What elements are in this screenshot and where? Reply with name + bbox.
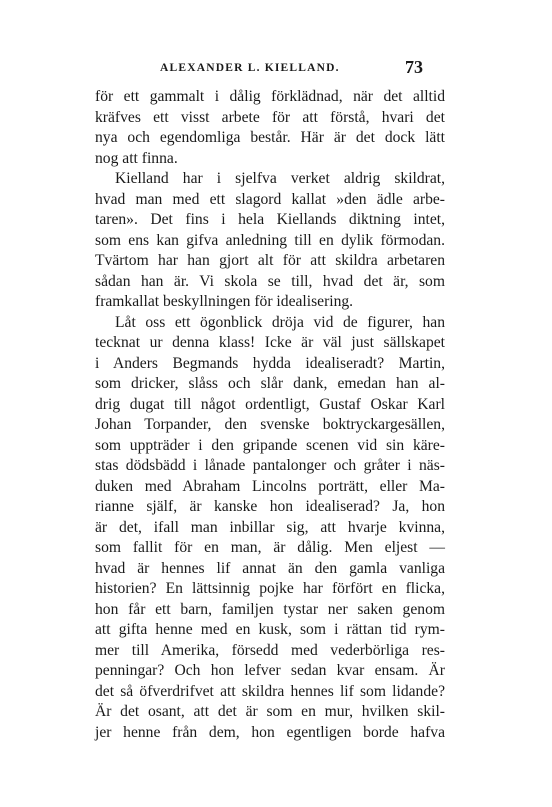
running-head: ALEXANDER L. KIELLAND. xyxy=(160,62,340,74)
text-line: som uppträder i den gripande scenen vid sin käre- xyxy=(95,436,445,454)
text-line: nya och egendomliga består. Här är det dock lätt xyxy=(95,129,445,146)
text-line: sådan han är. Vi skola se till, hvad det är, som xyxy=(95,272,445,290)
text-line: hvad är hennes lif annat än den gamla vanliga xyxy=(95,559,445,577)
text-line: drig dugat till något ordentligt, Gustaf Oskar Karl xyxy=(95,395,445,413)
text-line: kräfves ett visst arbete för att förstå, hvari det xyxy=(95,108,445,126)
text-line: historien? En lättsinnig pojke har förfört en flicka, xyxy=(95,580,445,597)
text-line: rianne själf, är kanske hon idealiserad? Ja, hon xyxy=(95,498,445,515)
text-line: att gifta henne med en kusk, som i rättan tid rym- xyxy=(95,621,445,638)
text-line: mer till Amerika, försedd med vederbörliga res- xyxy=(95,641,445,659)
text-line: Tvärtom har han gjort alt för att skildra arbetaren xyxy=(95,252,445,269)
text-line: som ens kan gifva anledning till en dylik förmodan. xyxy=(95,231,445,249)
text-line: Låt oss ett ögonblick dröja vid de figurer, han xyxy=(115,313,445,331)
text-line: framkallat beskyllningen för idealisering. xyxy=(95,293,354,310)
text-line: duken med Abraham Lincolns porträtt, eller Ma- xyxy=(95,477,445,495)
text-line: hon får ett barn, familjen tystar ner saken genom xyxy=(95,600,445,618)
text-line: som dricker, slåss och slår dank, emedan han al- xyxy=(95,375,445,392)
text-line: taren». Det fins i hela Kiellands diktning intet, xyxy=(95,211,445,228)
text-line: i Anders Begmands hydda idealiseradt? Martin, xyxy=(95,354,445,372)
text-line: är det, ifall man inbillar sig, att hvarje kvinna, xyxy=(95,518,445,536)
page-number: 73 xyxy=(405,57,423,77)
text-line: jer henne från dem, hon egentligen borde hafva xyxy=(95,723,445,741)
text-line: Johan Torpander, den svenske boktryckargesällen, xyxy=(95,416,445,433)
text-line: Är det osant, att det är som en mur, hvilken skil- xyxy=(95,703,445,720)
text-line: för ett gammalt i dålig förklädnad, när det alltid xyxy=(95,88,445,105)
text-line: hvad man med ett slagord kallat »den ädle arbe- xyxy=(95,190,445,208)
text-line: stas dödsbädd i lånade pantalonger och gråter i näs- xyxy=(95,457,445,474)
text-line: som fallit för en man, är dålig. Men eljest — xyxy=(95,539,445,556)
text-line: tecknat ur denna klass! Icke är väl just sällskapet xyxy=(95,334,445,351)
text-line: penningar? Och hon lefver sedan kvar ensam. Är xyxy=(95,662,445,679)
text-line: nog att finna. xyxy=(95,149,178,167)
text-line: det så öfverdrifvet att skildra hennes lif som lidande? xyxy=(95,682,445,700)
text-line: Kielland har i sjelfva verket aldrig skildrat, xyxy=(115,170,445,187)
